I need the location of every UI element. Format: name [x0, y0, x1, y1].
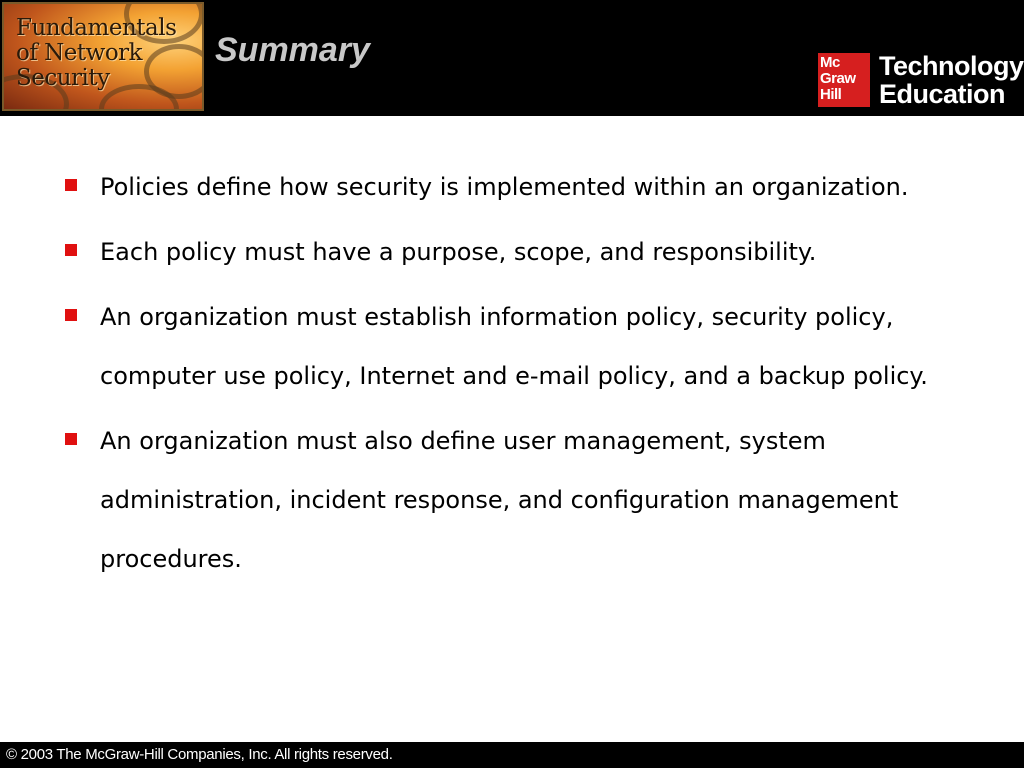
book-logo-line: of Network — [16, 40, 143, 66]
bullet-text: Policies define how security is implemented within an organization. — [100, 173, 909, 201]
bullet-item — [0, 412, 1024, 589]
bullet-item — [0, 288, 1024, 406]
book-logo-text — [16, 16, 176, 91]
bullet-text: An organization must establish information policy, security policy, computer use policy, Internet and e-mail policy, and a backup policy. — [100, 303, 928, 390]
wordmark-line: Technology — [879, 51, 1024, 81]
footer-band — [0, 742, 1024, 768]
mcgraw-hill-logo-line: Graw — [820, 70, 856, 87]
book-logo-line: Fundamentals — [16, 15, 177, 41]
bullet-item — [0, 223, 1024, 282]
book-logo-line: Security — [16, 65, 110, 91]
publisher-logo — [818, 52, 1024, 108]
book-logo — [2, 2, 204, 111]
bullet-square-icon — [65, 179, 77, 191]
mcgraw-hill-logo-line: Hill — [820, 86, 842, 103]
copyright-notice: © 2003 The McGraw-Hill Companies, Inc. All rights reserved. — [6, 746, 393, 763]
bullet-item — [0, 158, 1024, 217]
bullet-square-icon — [65, 244, 77, 256]
bullet-square-icon — [65, 309, 77, 321]
bullet-square-icon — [65, 433, 77, 445]
slide-title: Summary — [215, 31, 370, 69]
bullet-text: An organization must also define user management, system administration, incident response, and configuration management procedures. — [100, 427, 899, 573]
technology-education-wordmark — [879, 52, 1024, 108]
header-band — [0, 0, 1024, 116]
mcgraw-hill-logo — [818, 53, 870, 107]
bullet-text: Each policy must have a purpose, scope, and responsibility. — [100, 238, 817, 266]
mcgraw-hill-logo-line: Mc — [820, 54, 840, 71]
wordmark-line: Education — [879, 79, 1006, 109]
bullet-list — [0, 158, 1024, 595]
